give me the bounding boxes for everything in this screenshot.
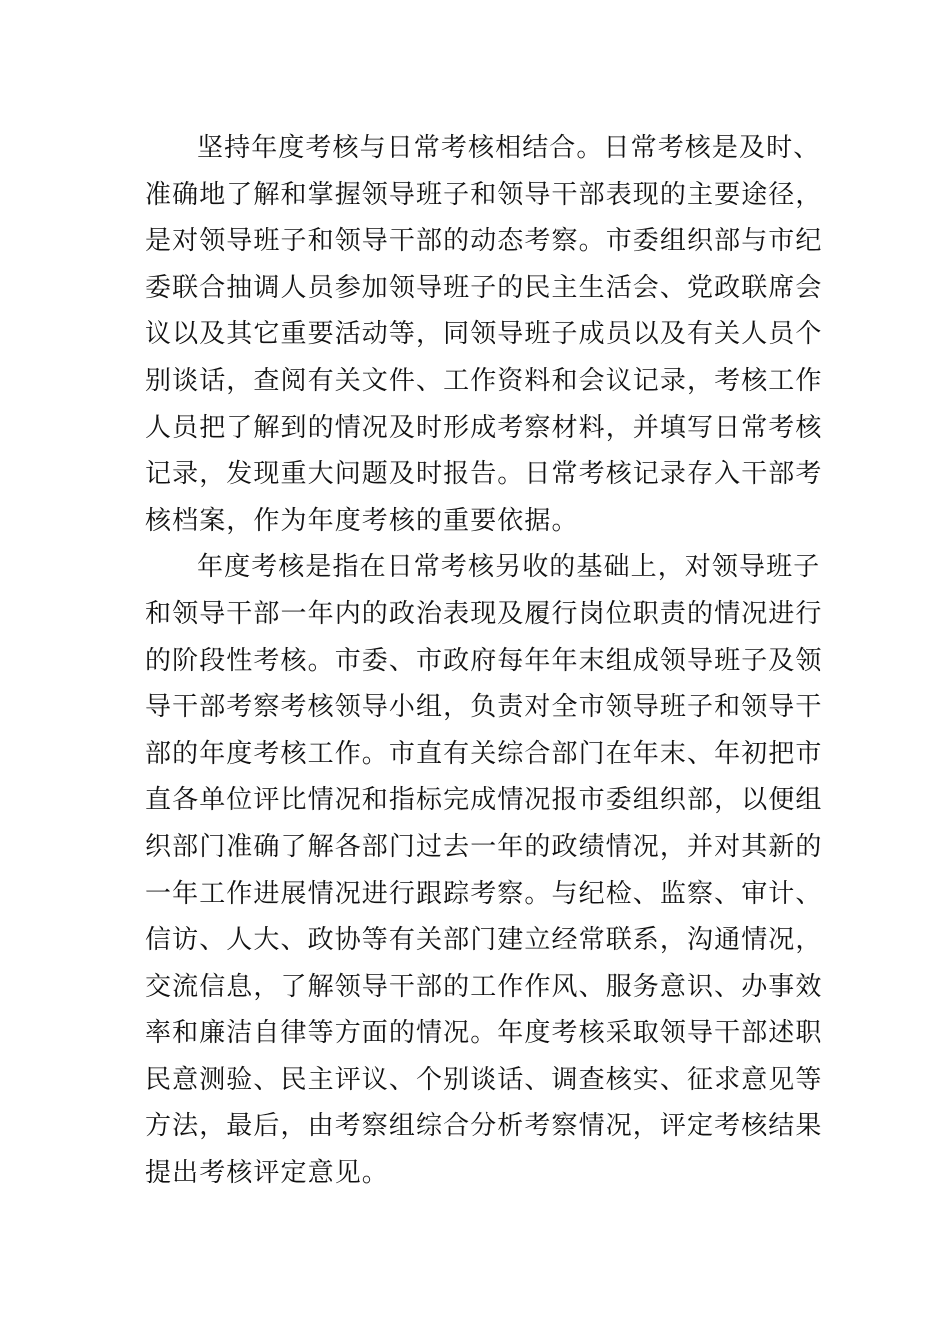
text-line: 民意测验、民主评议、个别谈话、调查核实、征求意见等 (145, 1064, 823, 1095)
text-line: 提出考核评定意见。 (145, 1158, 389, 1189)
text-line: 年度考核是指在日常考核另收的基础上，对领导班子 (197, 552, 821, 583)
text-line: 率和廉洁自律等方面的情况。年度考核采取领导干部述职 (145, 1018, 823, 1049)
text-line: 部的年度考核工作。市直有关综合部门在年末、年初把市 (145, 738, 823, 769)
text-line: 方法，最后，由考察组综合分析考察情况，评定考核结果 (145, 1111, 823, 1142)
text-line: 织部门准确了解各部门过去一年的政绩情况，并对其新的 (145, 831, 823, 862)
text-line: 核档案，作为年度考核的重要依据。 (145, 505, 579, 536)
text-line: 准确地了解和掌握领导班子和领导干部表现的主要途径， (145, 179, 823, 210)
text-line: 导干部考察考核领导小组，负责对全市领导班子和领导干 (145, 692, 823, 723)
text-line: 一年工作进展情况进行跟踪考察。与纪检、监察、审计、 (145, 878, 823, 909)
text-line: 坚持年度考核与日常考核相结合。日常考核是及时、 (197, 133, 821, 163)
text-line: 直各单位评比情况和指标完成情况报市委组织部，以便组 (145, 785, 823, 816)
document-body (145, 125, 823, 1197)
text-line: 委联合抽调人员参加领导班子的民主生活会、党政联席会 (145, 272, 823, 303)
text-line: 记录，发现重大问题及时报告。日常考核记录存入干部考 (145, 459, 823, 490)
text-line: 和领导干部一年内的政治表现及履行岗位职责的情况进行 (145, 598, 823, 629)
text-line: 别谈话，查阅有关文件、工作资料和会议记录，考核工作 (145, 365, 823, 396)
text-line: 的阶段性考核。市委、市政府每年年末组成领导班子及领 (145, 645, 823, 676)
paragraph-1 (145, 125, 823, 544)
text-line: 交流信息，了解领导干部的工作作风、服务意识、办事效 (145, 971, 823, 1002)
text-line: 是对领导班子和领导干部的动态考察。市委组织部与市纪 (145, 226, 823, 257)
text-line: 议以及其它重要活动等，同领导班子成员以及有关人员个 (145, 319, 823, 350)
paragraph-2 (145, 544, 823, 1196)
text-line: 人员把了解到的情况及时形成考察材料，并填写日常考核 (145, 412, 823, 443)
text-line: 信访、人大、政协等有关部门建立经常联系，沟通情况， (145, 925, 823, 956)
